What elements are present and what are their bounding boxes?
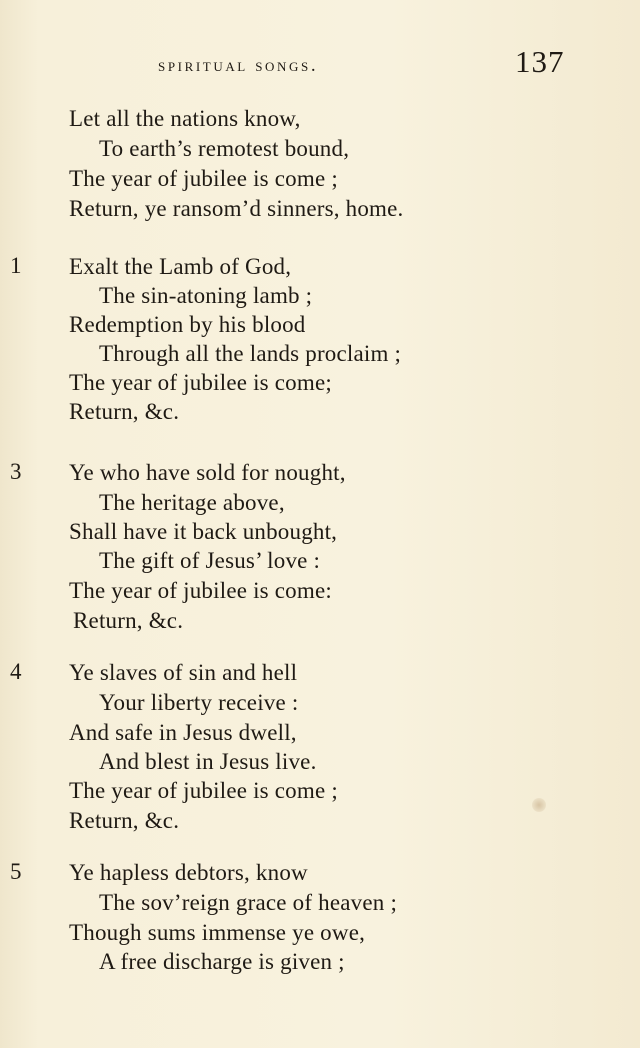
page-number: 137 bbox=[515, 44, 565, 79]
verse-line: Shall have it back unbought, bbox=[69, 519, 338, 544]
verse-line: A free discharge is given ; bbox=[99, 949, 345, 974]
verse-line: The year of jubilee is come ; bbox=[69, 166, 338, 191]
stanza-number: 4 bbox=[10, 659, 22, 684]
verse-line: Return, &c. bbox=[73, 608, 184, 633]
verse-line: The year of jubilee is come: bbox=[69, 578, 332, 603]
verse-line: To earth’s remotest bound, bbox=[99, 136, 350, 161]
verse-line: Your liberty receive : bbox=[99, 690, 299, 715]
verse-line: The year of jubilee is come ; bbox=[69, 778, 338, 803]
running-title: spiritual songs. bbox=[158, 55, 319, 76]
stanza-number: 3 bbox=[10, 459, 22, 484]
verse-line: Return, ye ransom’d sinners, home. bbox=[69, 196, 404, 221]
verse-line: The heritage above, bbox=[99, 490, 285, 515]
verse-line: Ye slaves of sin and hell bbox=[69, 660, 298, 685]
verse-line: Return, &c. bbox=[69, 399, 180, 424]
verse-line: Through all the lands proclaim ; bbox=[99, 341, 402, 366]
verse-line: Let all the nations know, bbox=[69, 106, 301, 131]
verse-line: The sov’reign grace of heaven ; bbox=[99, 890, 398, 915]
verse-line: Redemption by his blood bbox=[69, 312, 306, 337]
verse-line: Ye hapless debtors, know bbox=[69, 860, 308, 885]
page-header bbox=[0, 44, 640, 88]
verse-line: Though sums immense ye owe, bbox=[69, 920, 366, 945]
verse-line: Ye who have sold for nought, bbox=[69, 460, 346, 485]
stanza-number: 5 bbox=[10, 859, 22, 884]
verse-line: Exalt the Lamb of God, bbox=[69, 254, 292, 279]
verse-line: The gift of Jesus’ love : bbox=[99, 548, 321, 573]
stanza-number: 1 bbox=[10, 253, 22, 278]
verse-line: And blest in Jesus live. bbox=[99, 749, 317, 774]
verse-line: And safe in Jesus dwell, bbox=[69, 720, 297, 745]
verse-line: The sin-atoning lamb ; bbox=[99, 283, 313, 308]
verse-line: The year of jubilee is come; bbox=[69, 370, 332, 395]
verse-line: Return, &c. bbox=[69, 808, 180, 833]
paper-stain bbox=[532, 798, 546, 812]
